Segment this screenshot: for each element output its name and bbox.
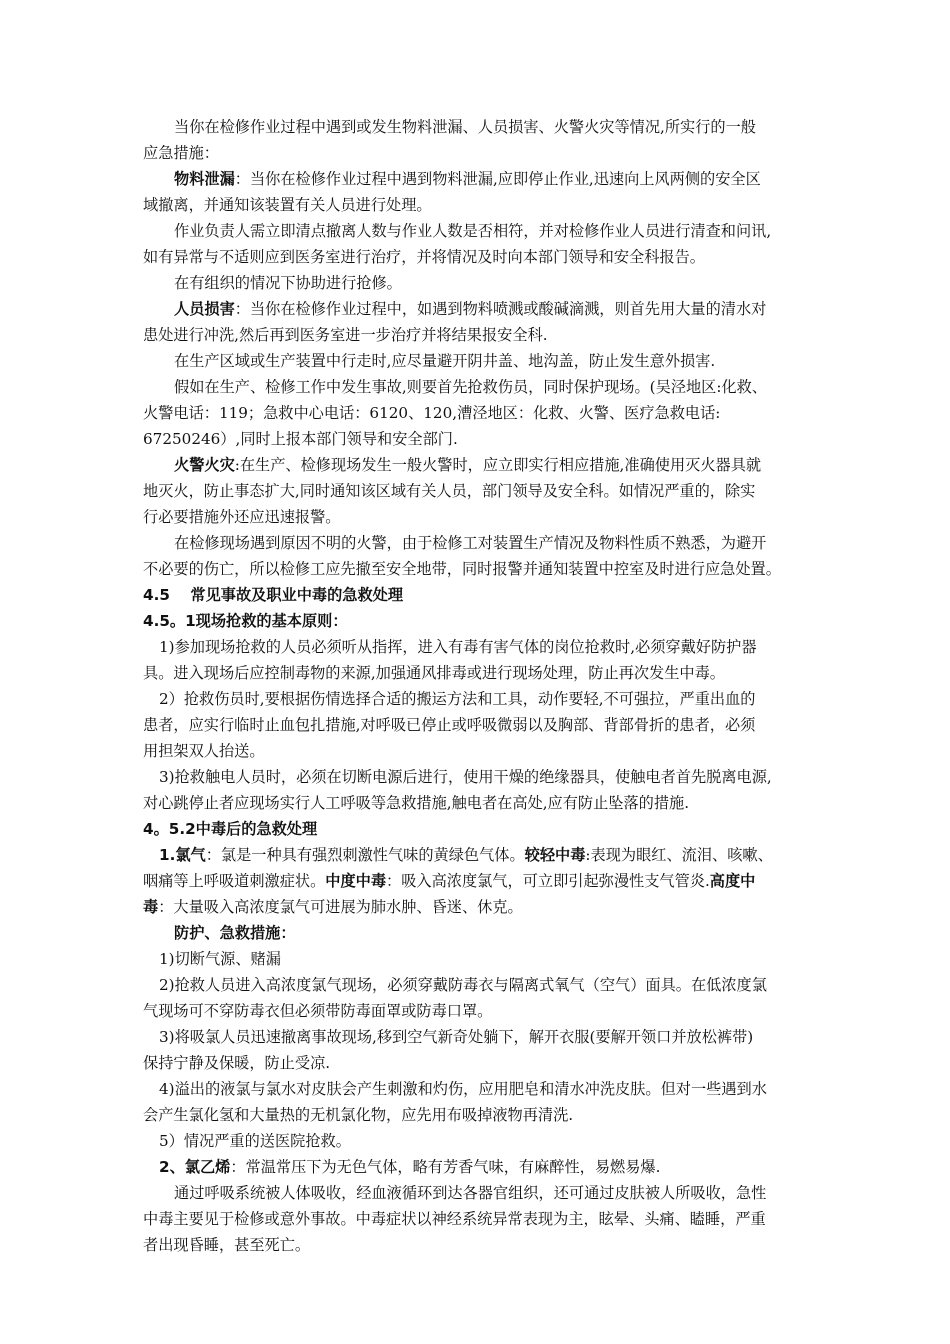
- injury-line: 患处进行冲洗,然后再到医务室进一步治疗并将结果报安全科.: [143, 326, 548, 344]
- measure-line: 3)将吸氯人员迅速撤离事故现场,移到空气新奇处躺下，解开衣服(要解开领口并放松裤带): [159, 1028, 754, 1046]
- measure-line: 5）情况严重的送医院抢救。: [159, 1132, 351, 1150]
- rule-line: 3)抢救触电人员时，必须在切断电源后进行，使用干燥的绝缘器具，使触电者首先脱离电源,: [159, 768, 772, 786]
- rule-line: 2）抢救伤员时,要根据伤情选择合适的搬运方法和工具，动作要轻,不可强拉，严重出血的: [159, 690, 756, 708]
- rule-line: 对心跳停止者应现场实行人工呼吸等急救措施,触电者在高处,应有防止坠落的措施.: [143, 794, 690, 812]
- fire-line: 行必要措施外还应迅速报警。: [143, 508, 341, 526]
- section-heading: 4.5 常见事故及职业中毒的急救处理: [143, 586, 404, 604]
- rule-line: 具。进入现场后应控制毒物的来源,加强通风排毒或进行现场处理，防止再次发生中毒。: [143, 664, 725, 682]
- vinyl-line: 中毒主要见于检修或意外事故。中毒症状以神经系统异常表现为主，眩晕、头痛、瞌睡，严重: [143, 1210, 766, 1228]
- document-body: [143, 114, 833, 1258]
- fire-line: 不必要的伤亡，所以检修工应先撤至安全地带，同时报警并通知装置中控室及时进行应急处置。: [143, 560, 781, 578]
- measure-line: 4)溢出的液氯与氯水对皮肤会产生刺激和灼伤，应用肥皂和清水冲洗皮肤。但对一些遇到水: [159, 1080, 767, 1098]
- subsection-heading: 4。5.2中毒后的急救处理: [143, 820, 318, 838]
- leak-title: 物料泄漏: [174, 170, 235, 188]
- intro-line: 应急措施：: [143, 144, 219, 162]
- vinyl-line: 通过呼吸系统被人体吸收，经血液循环到达各器官组织，还可通过皮肤被人所吸收，急性: [174, 1184, 767, 1202]
- fire-line: 地灭火，防止事态扩大,同时通知该区域有关人员，部门领导及安全科。如情况严重的，除实: [143, 482, 756, 500]
- injury-line: 火警电话：119；急救中心电话：6120、120,漕泾地区：化救、火警、医疗急救电话:: [143, 404, 721, 422]
- measures-heading: 防护、急救措施：: [174, 924, 296, 942]
- measure-line: 1)切断气源、赌漏: [159, 950, 281, 968]
- intro-line: 当你在检修作业过程中遇到或发生物料泄漏、人员损害、火警火灾等情况,所实行的一般: [174, 118, 756, 136]
- rule-line: 1)参加现场抢救的人员必须听从指挥，进入有毒有害气体的岗位抢救时,必须穿戴好防护器: [159, 638, 757, 656]
- measure-line: 气现场可不穿防毒衣但必须带防毒面罩或防毒口罩。: [143, 1002, 493, 1020]
- fire-line: 火警火灾:在生产、检修现场发生一般火警时，应立即实行相应措施,准确使用灭火器具就: [174, 456, 762, 474]
- injury-line: 在生产区域或生产装置中行走时,应尽量避开阴井盖、地沟盖，防止发生意外损害.: [174, 352, 716, 370]
- leak-line: 如有异常与不适则应到医务室进行治疗，并将情况及时向本部门领导和安全科报告。: [143, 248, 705, 266]
- rule-line: 用担架双人抬送。: [143, 742, 265, 760]
- fire-title: 火警火灾: [174, 456, 235, 474]
- leak-line: 在有组织的情况下协助进行抢修。: [174, 274, 402, 292]
- measure-line: 会产生氯化氢和大量热的无机氯化物，应先用布吸掉液物再清洗.: [143, 1106, 574, 1124]
- measure-line: 2)抢救人员进入高浓度氯气现场，必须穿戴防毒衣与隔离式氧气（空气）面具。在低浓度氯: [159, 976, 767, 994]
- rule-line: 患者，应实行临时止血包扎措施,对呼吸已停止或呼吸微弱以及胸部、背部骨折的患者，必须: [143, 716, 756, 734]
- vinyl-line: 2、氯乙烯：常温常压下为无色气体，略有芳香气味，有麻醉性，易燃易爆.: [159, 1158, 661, 1176]
- chlorine-line: 咽痛等上呼吸道刺激症状。中度中毒：吸入高浓度氯气，可立即引起弥漫性支气管炎.高度中: [143, 872, 756, 890]
- chlorine-line: 1.氯气：氯是一种具有强烈刺激性气味的黄绿色气体。较轻中毒:表现为眼红、流泪、咳嗽、: [159, 846, 773, 864]
- leak-line: 作业负责人需立即清点撤离人数与作业人数是否相符，并对检修作业人员进行清查和问讯,: [174, 222, 772, 240]
- injury-line: 67250246）,同时上报本部门领导和安全部门.: [143, 430, 458, 448]
- leak-line: 物料泄漏：当你在检修作业过程中遇到物料泄漏,应即停止作业,迅速向上风两侧的安全区: [174, 170, 761, 188]
- leak-line: 域撤离，并通知该装置有关人员进行处理。: [143, 196, 432, 214]
- injury-title: 人员损害: [174, 300, 235, 318]
- injury-line: 人员损害：当你在检修作业过程中，如遇到物料喷溅或酸碱滴溅，则首先用大量的清水对: [174, 300, 767, 318]
- subsection-heading: 4.5。1现场抢救的基本原则：: [143, 612, 348, 630]
- chlorine-line: 毒：大量吸入高浓度氯气可进展为肺水肿、昏迷、休克。: [143, 898, 523, 916]
- measure-line: 保持宁静及保暖，防止受凉.: [143, 1054, 331, 1072]
- injury-line: 假如在生产、检修工作中发生事故,则要首先抢救伤员，同时保护现场。(吴泾地区:化救、: [174, 378, 767, 396]
- fire-line: 在检修现场遇到原因不明的火警，由于检修工对装置生产情况及物料性质不熟悉，为避开: [174, 534, 767, 552]
- vinyl-line: 者出现昏睡，甚至死亡。: [143, 1236, 311, 1254]
